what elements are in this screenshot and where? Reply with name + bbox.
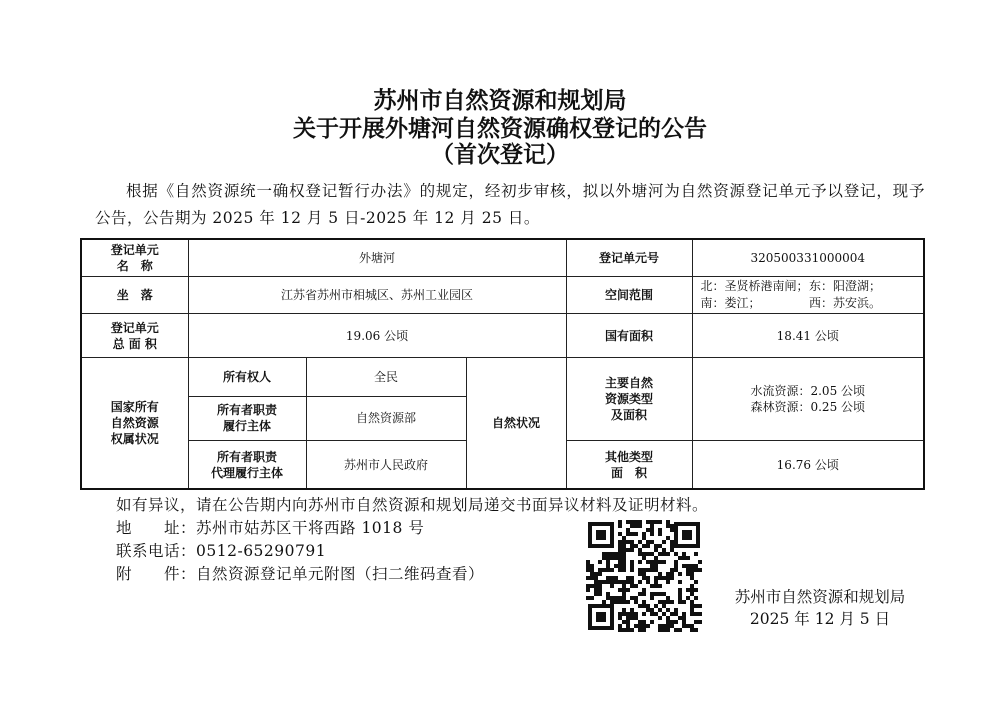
agent-value: 苏州市人民政府 [306,441,466,489]
title-line-2: 关于开展外塘河自然资源确权登记的公告 [293,116,707,142]
table-row [81,239,924,276]
title-line-1: 苏州市自然资源和规划局 [373,88,627,114]
signature-date: 2025 年 12 月 5 日 [749,610,891,628]
duty-label: 所有者职责 履行主体 [188,396,306,440]
location-value: 江苏省苏州市相城区、苏州工业园区 [188,276,566,313]
table-row [81,276,924,313]
nature-label: 自然状况 [466,358,566,489]
scope-east: 东：阳澄湖； [809,279,882,294]
unit-no-value: 320500331000004 [692,239,924,276]
scope-label: 空间范围 [566,276,692,313]
ownership-label: 国家所有 自然资源 权属状况 [81,358,188,489]
state-area-label: 国有面积 [566,314,692,358]
phone-label: 联系电话： [116,542,197,560]
attachment-label: 附 件： [116,565,197,583]
address-value: 苏州市姑苏区干将西路 1018 号 [196,519,425,537]
forest-area: 森林资源：0.25 公顷 [750,400,866,415]
table-row [81,358,924,396]
phone-value: 0512-65290791 [196,542,327,560]
other-area-value: 16.76 公顷 [692,441,924,489]
other-type-label: 其他类型 面 积 [566,441,692,489]
state-area-value: 18.41 公顷 [692,314,924,358]
scope-south: 南：娄江； [700,296,761,311]
water-area: 水流资源：2.05 公顷 [750,384,866,399]
unit-name-label: 登记单元 名 称 [81,239,188,276]
unit-no-label: 登记单元号 [566,239,692,276]
main-type-value [692,358,924,441]
signature-org: 苏州市自然资源和规划局 [734,588,906,606]
agent-label: 所有者职责 代理履行主体 [188,441,306,489]
address-label: 地 址： [116,519,197,537]
table-row [81,314,924,358]
title-line-3: （首次登记） [431,142,569,168]
total-area-value: 19.06 公顷 [188,314,566,358]
intro-paragraph: 根据《自然资源统一确权登记暂行办法》的规定，经初步审核，拟以外塘河为自然资源登记单元予以登记，现予公告，公告期为 2025 年 12 月 5 日-2025 年 12 月 25 日。 [95,182,925,227]
scope-north: 北：圣贤桥港南闸； [700,279,809,294]
main-type-label: 主要自然 资源类型 及面积 [566,358,692,441]
total-area-label: 登记单元 总 面 积 [81,314,188,358]
scope-value [692,276,924,313]
attachment-value: 自然资源登记单元附图（扫二维码查看） [196,565,485,583]
unit-name-value: 外塘河 [188,239,566,276]
owner-label: 所有权人 [188,358,306,396]
registration-table [80,238,925,490]
objection-text: 如有异议，请在公告期内向苏州市自然资源和规划局递交书面异议材料及证明材料。 [116,496,709,514]
scope-west: 西：苏安浜。 [809,296,882,311]
owner-value: 全民 [306,358,466,396]
location-label: 坐 落 [81,276,188,313]
duty-value: 自然资源部 [306,396,466,440]
qr-code-icon[interactable] [586,520,702,632]
